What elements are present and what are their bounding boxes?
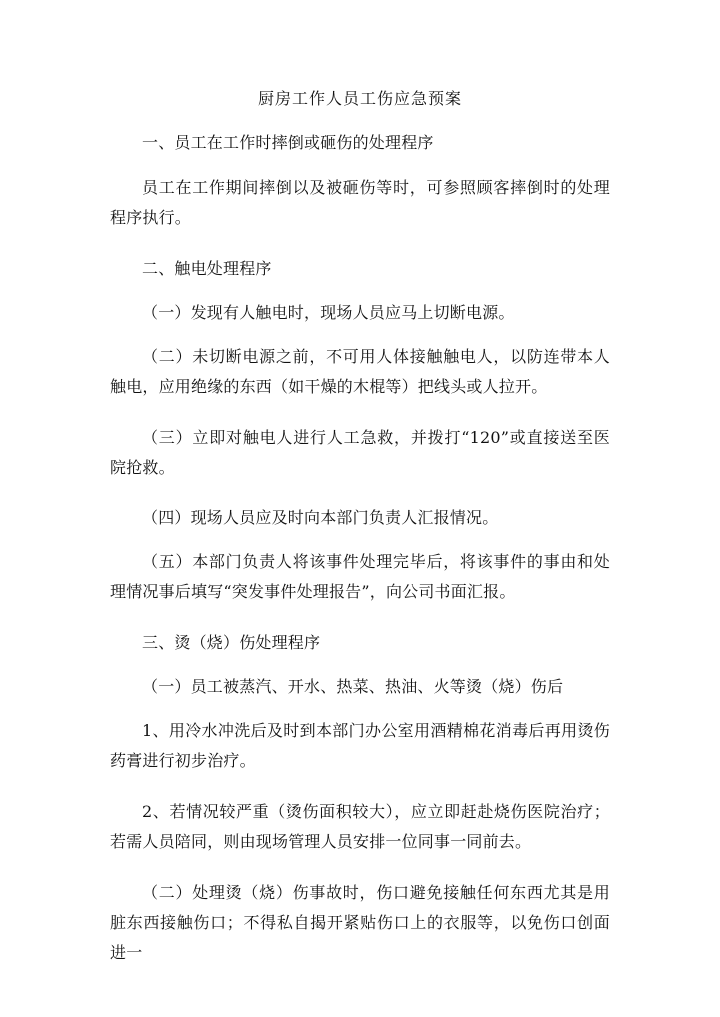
section-2-item-5: （五）本部门负责人将该事件处理完毕后，将该事件的事由和处理情况事后填写“突发事件处理报告”，向公司书面汇报。 [110,552,610,601]
document-title: 厨房工作人员工伤应急预案 [257,89,462,108]
section-2-item-1: （一）发现有人触电时，现场人员应马上切断电源。 [142,303,515,322]
section-2-item-3: （三）立即对触电人进行人工急救，并拨打“120”或直接送至医院抢救。 [110,428,610,477]
section-1-heading: 一、员工在工作时摔倒或砸伤的处理程序 [142,133,434,152]
section-2-item-2: （二）未切断电源之前，不可用人体接触触电人，以防连带本人触电，应用绝缘的东西（如干燥的木棍等）把线头或人拉开。 [110,347,610,396]
section-2-heading: 二、触电处理程序 [142,259,272,278]
section-3-item-1-step-1: 1、用冷水冲洗后及时到本部门办公室用酒精棉花消毒后再用烫伤药膏进行初步治疗。 [110,721,610,770]
section-3-item-2: （二）处理烫（烧）伤事故时，伤口避免接触任何东西尤其是用脏东西接触伤口；不得私自揭开紧贴伤口上的衣服等，以免伤口创面进一 [110,883,610,962]
section-1-body: 员工在工作期间摔倒以及被砸伤等时，可参照顾客摔倒时的处理程序执行。 [110,178,610,227]
section-3-item-1: （一）员工被蒸汽、开水、热菜、热油、火等烫（烧）伤后 [142,677,564,696]
section-2-item-4: （四）现场人员应及时向本部门负责人汇报情况。 [142,508,499,527]
section-3-heading: 三、烫（烧）伤处理程序 [142,633,321,652]
section-3-item-1-step-2: 2、若情况较严重（烫伤面积较大），应立即赶赴烧伤医院治疗；若需人员陪同，则由现场管理人员安排一位同事一同前去。 [110,802,610,851]
